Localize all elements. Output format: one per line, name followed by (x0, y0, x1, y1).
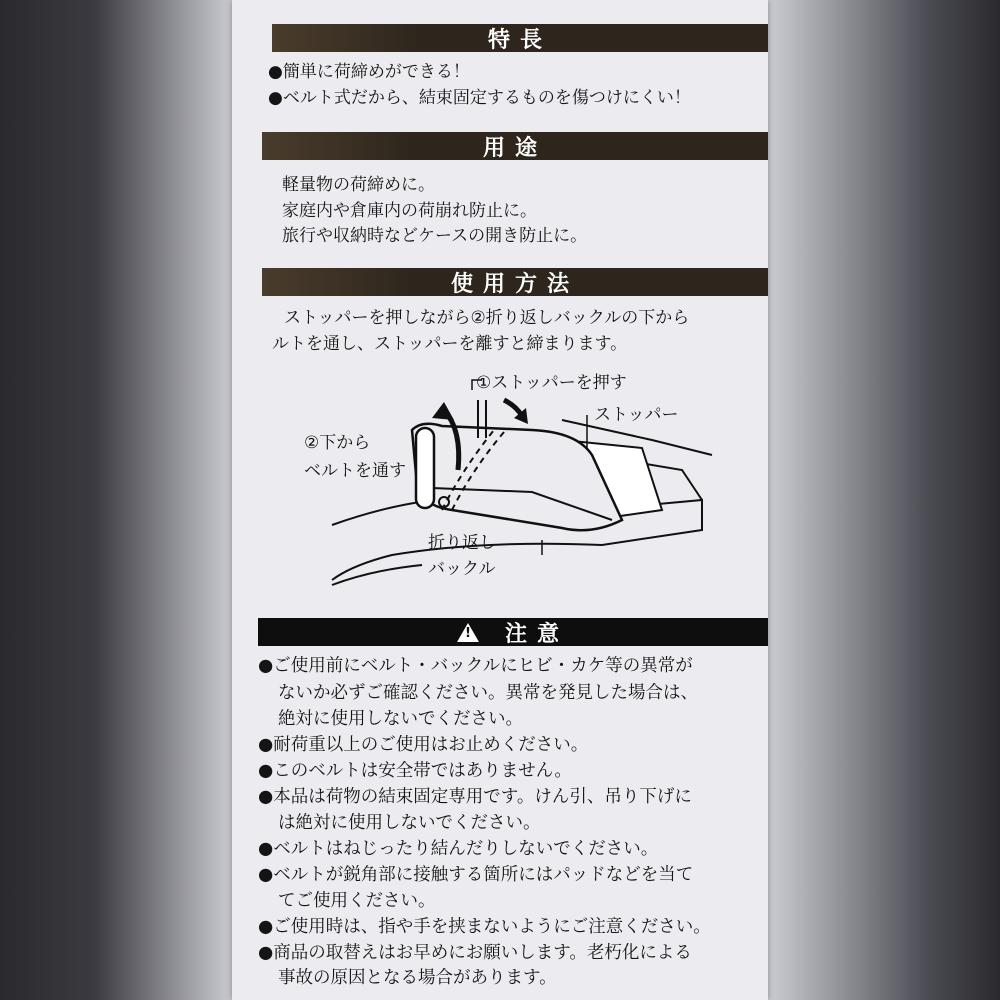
caution-line: ●ベルトはねじったり結んだりしないでください。 (258, 839, 659, 859)
features-item: ●ベルト式だから、結束固定するものを傷つけにくい！ (268, 88, 691, 108)
features-item: ●簡単に荷締めができる！ (268, 62, 470, 82)
caution-line: ●ご使用前にベルト・バックルにヒビ・カケ等の異常が (258, 656, 693, 676)
caution-heading: ! 注意 (258, 618, 768, 646)
uses-item: 家庭内や倉庫内の荷崩れ防止に。 (282, 201, 537, 221)
howto-line: ストッパーを押しながら②折り返しバックルの下から (284, 308, 690, 328)
howto-line: ルトを通し、ストッパーを離すと締まります。 (272, 334, 628, 354)
uses-heading: 用途 (262, 132, 768, 160)
diagram-buckle-label-line2: バックル (428, 559, 496, 579)
warning-icon (457, 623, 479, 642)
package-edge-right (764, 0, 1000, 1000)
diagram-step1-label: ①ストッパーを押す (476, 373, 627, 393)
caution-line: は絶対に使用しないでください。 (278, 813, 541, 833)
caution-line: 事故の原因となる場合があります。 (278, 968, 557, 988)
instruction-label (232, 0, 768, 1000)
diagram-step2-label-line2: ベルトを通す (304, 461, 406, 481)
diagram-step2-label-line1: ②下から (304, 433, 371, 453)
caution-line: ないか必ずご確認ください。異常を発見した場合は、 (278, 683, 698, 703)
features-heading: 特長 (272, 24, 768, 52)
caution-line: てご使用ください。 (278, 891, 436, 911)
caution-line: ●ベルトが鋭角部に接触する箇所にはパッドなどを当て (258, 865, 694, 885)
caution-line: 絶対に使用しないでください。 (278, 709, 523, 729)
caution-line: ●本品は荷物の結束固定専用です。けん引、吊り下げに (258, 787, 692, 807)
caution-line: ●耐荷重以上のご使用はお止めください。 (258, 735, 589, 755)
uses-item: 旅行や収納時などケースの開き防止に。 (282, 226, 588, 246)
diagram-stopper-label: ストッパー (594, 405, 679, 425)
buckle-illustration (232, 360, 768, 610)
package-edge-left (0, 0, 236, 1000)
howto-heading: 使用方法 (262, 268, 768, 296)
caution-line: ●商品の取替えはお早めにお願いします。老朽化による (258, 943, 692, 963)
caution-line: ●このベルトは安全帯ではありません。 (258, 761, 572, 781)
buckle-diagram (232, 360, 768, 610)
diagram-buckle-label-line1: 折り返し (428, 533, 496, 553)
uses-item: 軽量物の荷締めに。 (282, 175, 435, 195)
caution-line: ●ご使用時は、指や手を挟まないようにご注意ください。 (258, 917, 711, 937)
